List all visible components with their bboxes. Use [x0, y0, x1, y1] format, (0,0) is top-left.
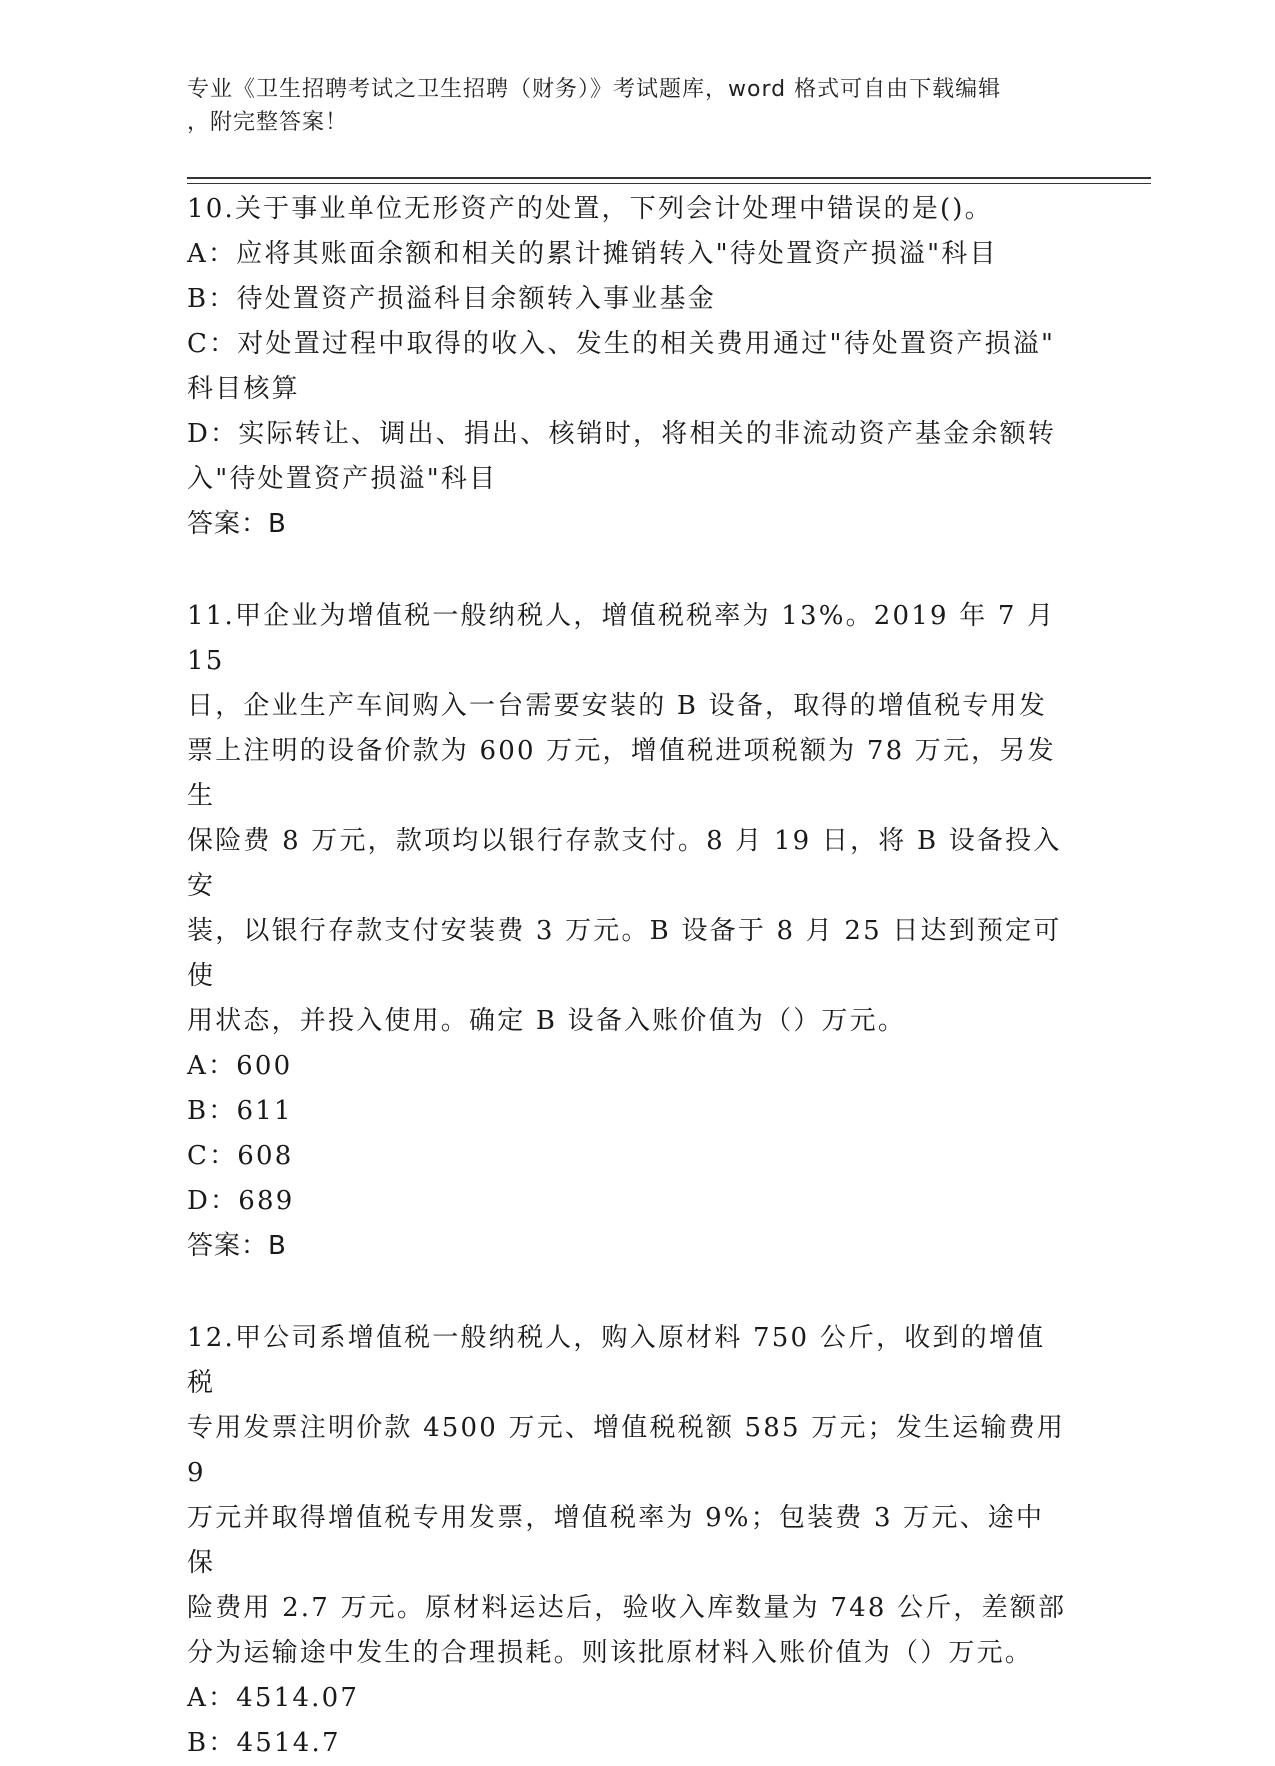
question-stem-continued: 万元并取得增值税专用发票，增值税率为 9%；包装费 3 万元、途中保 — [187, 1503, 1045, 1578]
option-b: B：4514.7 — [187, 1728, 341, 1758]
question-stem: 12.甲公司系增值税一般纳税人，购入原材料 750 公斤，收到的增值税 — [187, 1323, 1046, 1398]
question-stem-continued: 险费用 2.7 万元。原材料运达后，验收入库数量为 748 公斤，差额部 — [187, 1593, 1067, 1623]
option-a: A：4514.07 — [187, 1683, 360, 1713]
question-spacer — [187, 1269, 1067, 1316]
option-c-continued: 科目核算 — [187, 374, 300, 404]
question-12 — [187, 1316, 1076, 1766]
option-a: A：600 — [187, 1051, 293, 1081]
question-stem-continued: 日，企业生产车间购入一台需要安装的 B 设备，取得的增值税专用发 — [187, 691, 1048, 721]
question-10 — [187, 187, 1067, 547]
question-stem-continued: 装，以银行存款支付安装费 3 万元。B 设备于 8 月 25 日达到预定可使 — [187, 916, 1062, 991]
option-c: C：对处置过程中取得的收入、发生的相关费用通过"待处置资产损溢" — [187, 329, 1056, 359]
option-d: D：实际转让、调出、捐出、核销时，将相关的非流动资产基金余额转 — [187, 419, 1057, 449]
answer-label: 答案：B — [187, 1231, 287, 1261]
question-spacer — [187, 547, 1067, 594]
answer-label: 答案：B — [187, 509, 287, 539]
option-a: A：应将其账面余额和相关的累计摊销转入"待处置资产损溢"科目 — [187, 239, 998, 269]
header-line-1: 专业《卫生招聘考试之卫生招聘（财务）》考试题库，word 格式可自由下载编辑 — [187, 77, 1002, 102]
header-divider-thick — [187, 177, 1151, 179]
question-stem-continued: 保险费 8 万元，款项均以银行存款支付。8 月 19 日，将 B 设备投入安 — [187, 826, 1062, 901]
option-d: D：689 — [187, 1186, 295, 1216]
document-header — [187, 73, 1067, 139]
question-stem-continued: 票上注明的设备价款为 600 万元，增值税进项税额为 78 万元，另发生 — [187, 736, 1056, 811]
header-line-2: ，附完整答案！ — [187, 110, 349, 135]
header-divider-thin — [187, 183, 1151, 184]
option-b: B：待处置资产损溢科目余额转入事业基金 — [187, 284, 716, 314]
question-list — [187, 187, 1076, 1766]
question-stem: 10.关于事业单位无形资产的处置，下列会计处理中错误的是()。 — [187, 194, 993, 224]
question-stem-continued: 专用发票注明价款 4500 万元、增值税税额 585 万元；发生运输费用 9 — [187, 1413, 1076, 1488]
option-d-continued: 入"待处置资产损溢"科目 — [187, 464, 498, 494]
question-stem: 11.甲企业为增值税一般纳税人，增值税税率为 13%。2019 年 7 月 15 — [187, 601, 1066, 676]
question-11 — [187, 594, 1067, 1269]
question-stem-continued: 分为运输途中发生的合理损耗。则该批原材料入账价值为（）万元。 — [187, 1638, 1034, 1668]
option-b: B：611 — [187, 1096, 293, 1126]
option-c: C：608 — [187, 1141, 294, 1171]
question-stem-continued: 用状态，并投入使用。确定 B 设备入账价值为（）万元。 — [187, 1006, 907, 1036]
